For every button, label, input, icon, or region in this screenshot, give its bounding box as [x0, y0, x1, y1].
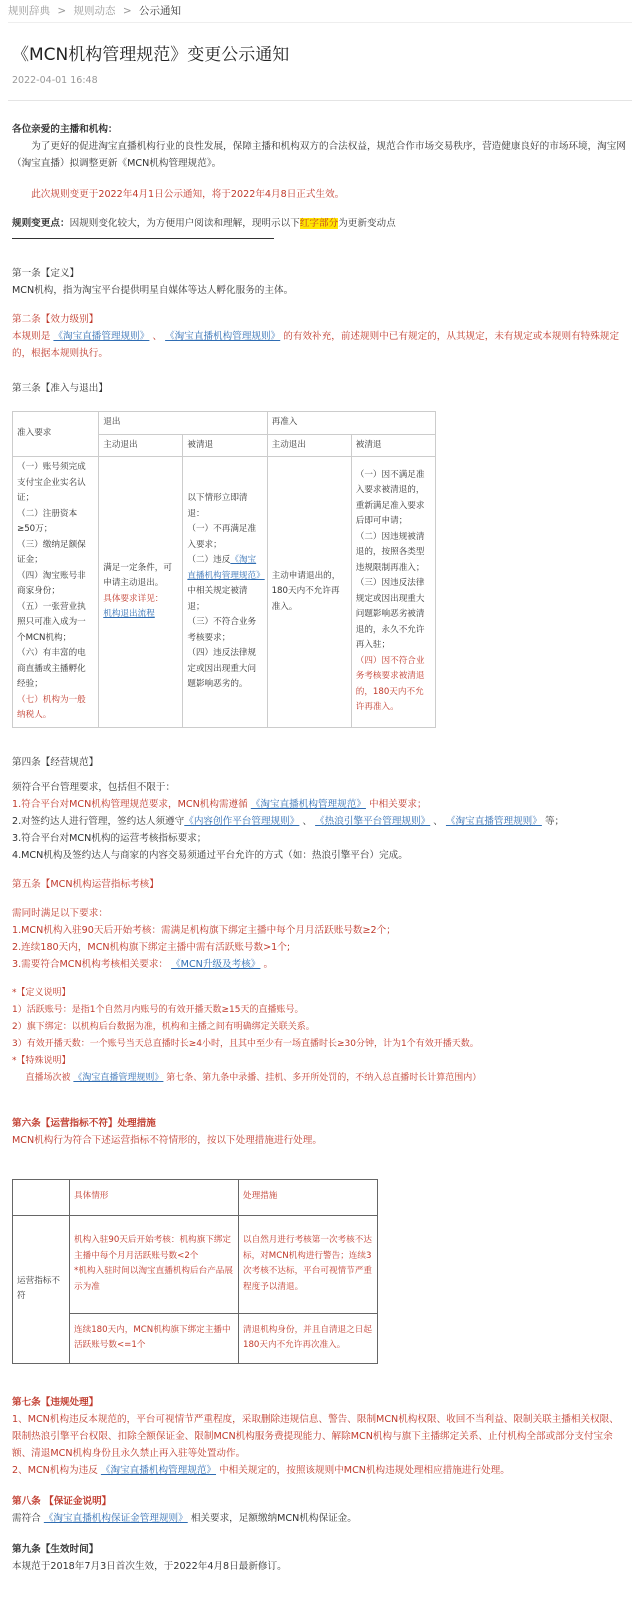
- change-note-text: 因规则变化较大，为方便用户阅读和理解，现明示以下: [69, 218, 300, 229]
- page-title: 《MCN机构管理规范》变更公示通知: [12, 45, 290, 65]
- req-item: （六）有丰富的电商直播或主播孵化经验；: [17, 648, 86, 689]
- article-3-title: 第三条【准入与退出】: [12, 383, 108, 394]
- definition-1: 1）活跃账号：是指1个自然月内账号的有效开播天数≥15天的直播账号。: [12, 1004, 304, 1015]
- item-text: 中相关规定的，按照该规则中MCN机构违规处理相应措施进行处理。: [219, 1464, 510, 1476]
- article-5-lead: 需同时满足以下要求：: [12, 907, 108, 919]
- article-2-title: 第二条【效力级别】: [12, 314, 99, 325]
- article-4-item-1: [12, 796, 628, 813]
- breadcrumb-separator: >: [57, 5, 67, 17]
- change-note-highlight: 红字部分: [299, 218, 339, 229]
- cell-reentry-cleared: [351, 457, 435, 728]
- article-6-title: 第六条【运营指标不符】处理措施: [12, 1117, 156, 1129]
- cell-situation-1: [70, 1215, 239, 1313]
- article-5-title: 第五条【MCN机构运营指标考核】: [12, 878, 159, 890]
- cleared-text: 中相关规定被清退；: [187, 586, 248, 612]
- article-9-body: 本规范于2018年7月3日首次生效，于2022年4月8日最新修订。: [12, 1560, 287, 1572]
- item-text: 2.对签约达人进行管理，签约达人须遵守: [12, 815, 185, 827]
- req-item: （三）缴纳足额保证金；: [17, 539, 86, 565]
- article-8-body: [12, 1510, 628, 1527]
- cell-active-exit: [99, 457, 183, 728]
- breadcrumb: [8, 0, 632, 23]
- reentry-item-changed: （四）因不符合业务考核要求被清退的，180天内不允许再准入。: [355, 655, 425, 713]
- link-content-rules[interactable]: 《内容创作平台管理规则》: [184, 815, 300, 827]
- reentry-item: （一）因不满足准入要求被清退的，重新满足准入要求后即可申请；: [355, 469, 425, 527]
- change-note: [12, 215, 628, 232]
- article-7-p1: 1、MCN机构违反本规范的，平台可视情节严重程度，采取删除违规信息、警告、限制MCN机构权限、收回不当利益、限制关联主播相关权限、限制热浪引擎平台权限、扣除全额保证金、限制MCN机构服务费提现能力、解除MCN机构与旗下主播绑定关系、止付机构全部或部分支付宝余额、清退MCN机构身份且永久禁止再入驻等处置动作。: [12, 1413, 619, 1459]
- link-mcn-upgrade[interactable]: 《MCN升级及考核》: [171, 958, 261, 970]
- reentry-item: （三）因违反法律规定或因出现重大问题影响恶劣被清退的，永久不允许再入驻；: [355, 578, 425, 651]
- header-situation: 具体情形: [70, 1179, 239, 1215]
- cell-measure-2: 清退机构身份，并且自清退之日起180天内不允许再次准入。: [239, 1313, 378, 1363]
- cell-requirements: [13, 457, 99, 728]
- link-live-rules[interactable]: 《淘宝直播管理规则》: [73, 1072, 164, 1083]
- cleared-text: （二）违反: [187, 555, 231, 565]
- cleared-item: 以下情形立即清退：: [187, 493, 248, 519]
- article-9-title: 第九条【生效时间】: [12, 1543, 99, 1555]
- req-item-changed: （七）机构为一般纳税人。: [17, 694, 86, 720]
- item-text: 。: [263, 958, 274, 970]
- link-agency-rules[interactable]: 《淘宝直播机构管理规则》: [165, 331, 281, 342]
- change-note-label: 规则变更点：: [12, 218, 70, 229]
- article-6-lead: MCN机构行为符合下述运营指标不符情形的，按以下处理措施进行处理。: [12, 1134, 322, 1146]
- item-text: 直播场次被: [25, 1072, 71, 1083]
- separator: 、: [152, 331, 163, 342]
- item-text: 2、MCN机构为违反: [12, 1464, 98, 1476]
- cell-situation-2: 连续180天内，MCN机构旗下绑定主播中活跃账号数<=1个: [70, 1313, 239, 1363]
- req-item: （二）注册资本≥50万；: [17, 508, 78, 534]
- article-2-text: 本规则是: [12, 331, 51, 342]
- definition-2: 2）旗下绑定：以机构后台数据为准，机构和主播之间有明确绑定关联关系。: [12, 1021, 315, 1032]
- special-body: [12, 1070, 628, 1087]
- cleared-item: （一）不再满足准入要求；: [187, 524, 257, 550]
- breadcrumb-separator: >: [122, 5, 132, 17]
- article-2-text-end: 的有效补充，前述规则中已有规定的，从其规定，未有规定或本规则有特殊规定的，根据本规则执行。: [12, 331, 620, 359]
- item-text: 3.需要符合MCN机构考核相关要求：: [12, 958, 169, 970]
- link-live-rules[interactable]: 《淘宝直播管理规则》: [445, 815, 542, 827]
- intro-paragraph: 为了更好的促进淘宝直播机构行业的良性发展，保障主播和机构双方的合法权益，规范合作市场交易秩序，营造健康良好的市场环境，淘宝网（淘宝直播）拟调整更新《MCN机构管理规范》。: [12, 141, 626, 169]
- effective-notice: 此次规则变更于2022年4月1日公示通知，将于2022年4月8日正式生效。: [31, 189, 345, 200]
- divider: [8, 100, 632, 101]
- req-item: （一）账号须完成支付宝企业实名认证；: [17, 462, 86, 503]
- situation-note: *机构入驻时间以淘宝直播机构后台产品展示为准: [74, 1266, 233, 1292]
- link-deposit-rules[interactable]: 《淘宝直播机构保证金管理规则》: [43, 1512, 188, 1524]
- divider-line: [12, 238, 274, 239]
- link-live-rules[interactable]: 《淘宝直播管理规则》: [53, 331, 150, 342]
- active-exit-text: 满足一定条件，可申请主动退出。: [103, 562, 172, 589]
- header-active-exit-2: 主动退出: [267, 434, 351, 457]
- article-5-item-2: 2.连续180天内，MCN机构旗下绑定主播中需有活跃账号数>1个;: [12, 941, 291, 953]
- item-text: 需符合: [12, 1512, 41, 1524]
- active-exit-note: 具体要求详见：: [103, 593, 164, 604]
- breadcrumb-item-current: 公示通知: [139, 5, 181, 17]
- cell-measure-1: 以自然月进行考核第一次考核不达标，对MCN机构进行警告；连续3次考核不达标，平台可视情节严重程度予以清退。: [239, 1215, 378, 1313]
- article-7-title: 第七条【违规处理】: [12, 1396, 99, 1408]
- item-text: 中相关要求；: [369, 798, 427, 810]
- publish-date: 2022-04-01 16:48: [12, 75, 98, 86]
- link-agency-norms[interactable]: 《淘宝直播机构管理规范》: [250, 798, 366, 810]
- header-requirements: 准入要求: [13, 412, 99, 457]
- article-4-item-4: 4.MCN机构及签约达人与商家的内容交易须通过平台允许的方式（如：热浪引擎平台）完成。: [12, 849, 408, 861]
- item-text: 相关要求，足额缴纳MCN机构保证金。: [190, 1512, 357, 1524]
- header-cleared: 被清退: [183, 434, 267, 457]
- cleared-item: （三）不符合业务考核要求；: [187, 617, 257, 643]
- header-empty: [13, 1179, 70, 1215]
- article-5-item-3: [12, 956, 628, 973]
- header-measure: 处理措施: [239, 1179, 378, 1215]
- article-4-item-2: [12, 813, 628, 830]
- article-1-body: MCN机构，指为淘宝平台提供明星自媒体等达人孵化服务的主体。: [12, 285, 294, 296]
- article-1-title: 第一条【定义】: [12, 268, 80, 279]
- header-cleared-2: 被清退: [351, 434, 435, 457]
- article-4-lead: 须符合平台管理要求，包括但不限于：: [12, 781, 176, 793]
- reentry-item: （二）因违规被清退的，按照各类型违规限制再准入；: [355, 531, 425, 573]
- header-exit: 退出: [99, 412, 267, 435]
- header-active-exit: 主动退出: [99, 434, 183, 457]
- req-item: （五）一张营业执照只可准入成为一个MCN机构；: [17, 601, 86, 643]
- admission-exit-table: [12, 411, 436, 728]
- header-reentry: 再准入: [267, 412, 435, 435]
- cleared-item: [187, 553, 265, 615]
- item-text: 等；: [544, 815, 565, 827]
- article-4-item-3: 3.符合平台对MCN机构的运营考核指标要求；: [12, 832, 207, 844]
- breadcrumb-item-rule-news[interactable]: 规则动态: [73, 5, 116, 17]
- cleared-item: （四）违反法律规定或因出现重大问题影响恶劣的。: [187, 648, 257, 689]
- separator: 、: [433, 815, 443, 827]
- article-2-body: [12, 328, 628, 362]
- special-title: *【特殊说明】: [12, 1055, 71, 1066]
- link-exit-process[interactable]: 机构退出流程: [103, 609, 155, 620]
- cell-reentry-active: 主动申请退出的，180天内不允许再准入。: [267, 457, 351, 728]
- link-heatwave-rules[interactable]: 《热浪引擎平台管理规则》: [315, 815, 431, 827]
- item-text: 第七条、第九条中录播、挂机、多开所处罚的，不纳入总直播时长计算范围内）: [166, 1072, 482, 1083]
- indicator-table: [12, 1179, 378, 1364]
- article-8-title: 第八条 【保证金说明】: [12, 1495, 112, 1507]
- breadcrumb-item-rule-dict[interactable]: 规则辞典: [8, 5, 50, 17]
- definition-3: 3）有效开播天数：一个账号当天总直播时长≥4小时，且其中至少有一场直播时长≥30分钟，计为1个有效开播天数。: [12, 1038, 479, 1049]
- article-7-p2: [12, 1462, 628, 1479]
- separator: 、: [302, 815, 313, 827]
- article-4-title: 第四条【经营规范】: [12, 756, 99, 768]
- row-label-indicator: 运营指标不符: [13, 1215, 70, 1363]
- greeting: 各位亲爱的主播和机构：: [12, 124, 118, 135]
- link-agency-norms[interactable]: 《淘宝直播机构管理规范》: [187, 555, 265, 581]
- article-5-item-1: 1.MCN机构入驻90天后开始考核：需满足机构旗下绑定主播中每个月月活跃账号数≥2个；: [12, 924, 396, 936]
- definition-title: *【定义说明】: [12, 987, 71, 998]
- item-text: 1.符合平台对MCN机构管理规范要求，MCN机构需遵循: [12, 798, 248, 810]
- change-note-text-end: 为更新变动点: [338, 218, 396, 229]
- cell-cleared: [183, 457, 267, 728]
- link-agency-norms[interactable]: 《淘宝直播机构管理规范》: [100, 1464, 217, 1476]
- situation-text: 机构入驻90天后开始考核：机构旗下绑定主播中每个月月活跃账号数<2个: [74, 1235, 232, 1261]
- req-item: （四）淘宝账号非商家身份；: [17, 570, 86, 596]
